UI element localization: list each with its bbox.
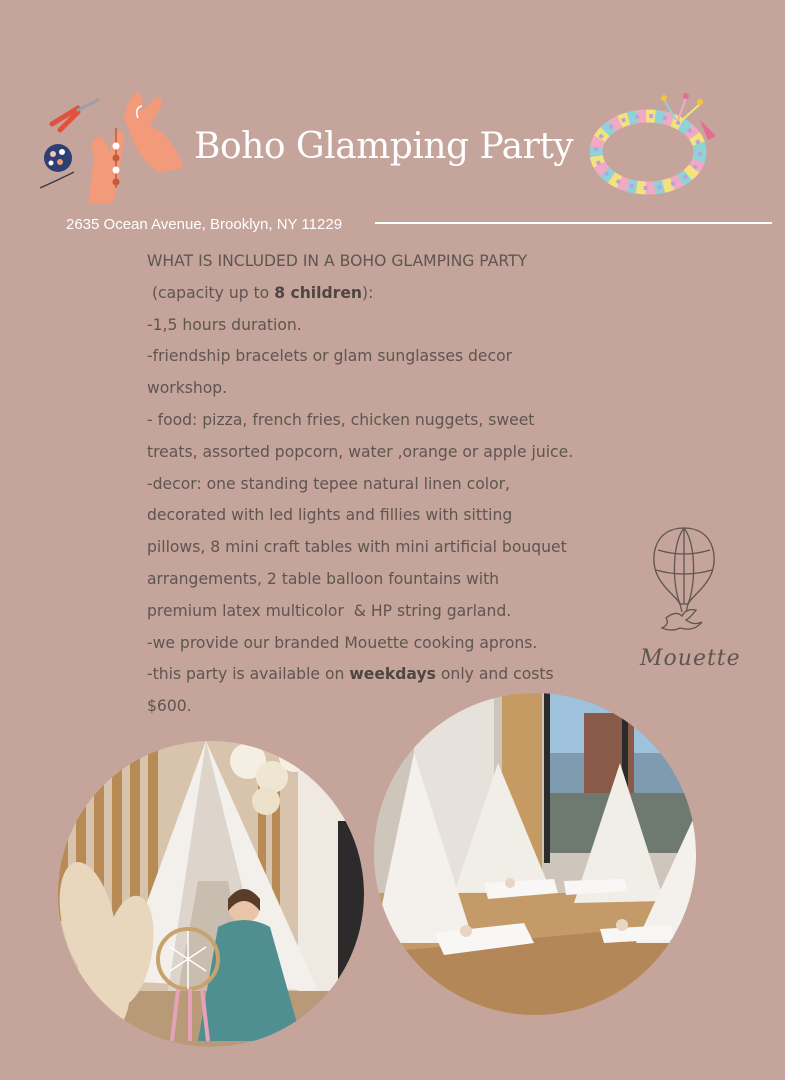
mouette-logo xyxy=(636,524,741,684)
capacity-count: 8 children xyxy=(274,283,363,302)
hot-air-balloon-icon xyxy=(636,524,732,642)
details-heading: WHAT IS INCLUDED IN A BOHO GLAMPING PARTY xyxy=(147,252,528,270)
decor-line: arrangements, 2 table balloon fountains with xyxy=(147,569,500,588)
mouette-logo-text: Mouette xyxy=(640,646,741,671)
party-photo-tepees-setup xyxy=(374,693,696,1015)
workshop-line: workshop. xyxy=(147,379,228,398)
address: 2635 Ocean Avenue, Brooklyn, NY 11229 xyxy=(66,216,343,233)
decor-line: pillows, 8 mini craft tables with mini artificial bouquet xyxy=(147,538,567,557)
decor-line: premium latex multicolor & HP string garland. xyxy=(147,601,512,620)
party-details xyxy=(147,246,647,723)
crafting-hands-icon xyxy=(38,88,188,206)
availability-days: weekdays xyxy=(349,665,436,684)
food-line: - food: pizza, french fries, chicken nuggets, sweet xyxy=(147,410,535,429)
decor-line: -decor: one standing tepee natural linen color, xyxy=(147,474,510,493)
capacity-line: (capacity up to 8 children): xyxy=(147,283,374,302)
workshop-line: -friendship bracelets or glam sunglasses decor xyxy=(147,347,513,366)
page-title: Boho Glamping Party xyxy=(194,126,574,167)
food-line: treats, assorted popcorn, water ,orange or apple juice. xyxy=(147,442,574,461)
party-photo-tepee-child xyxy=(58,741,364,1047)
braided-bracelet-icon xyxy=(590,90,720,202)
availability-line: -this party is available on weekdays only and costs xyxy=(147,665,554,684)
price-line: $600. xyxy=(147,697,192,716)
aprons-line: -we provide our branded Mouette cooking aprons. xyxy=(147,633,538,652)
duration-line: -1,5 hours duration. xyxy=(147,315,302,334)
divider-line xyxy=(375,222,772,224)
decor-line: decorated with led lights and fillies with sitting xyxy=(147,506,513,525)
